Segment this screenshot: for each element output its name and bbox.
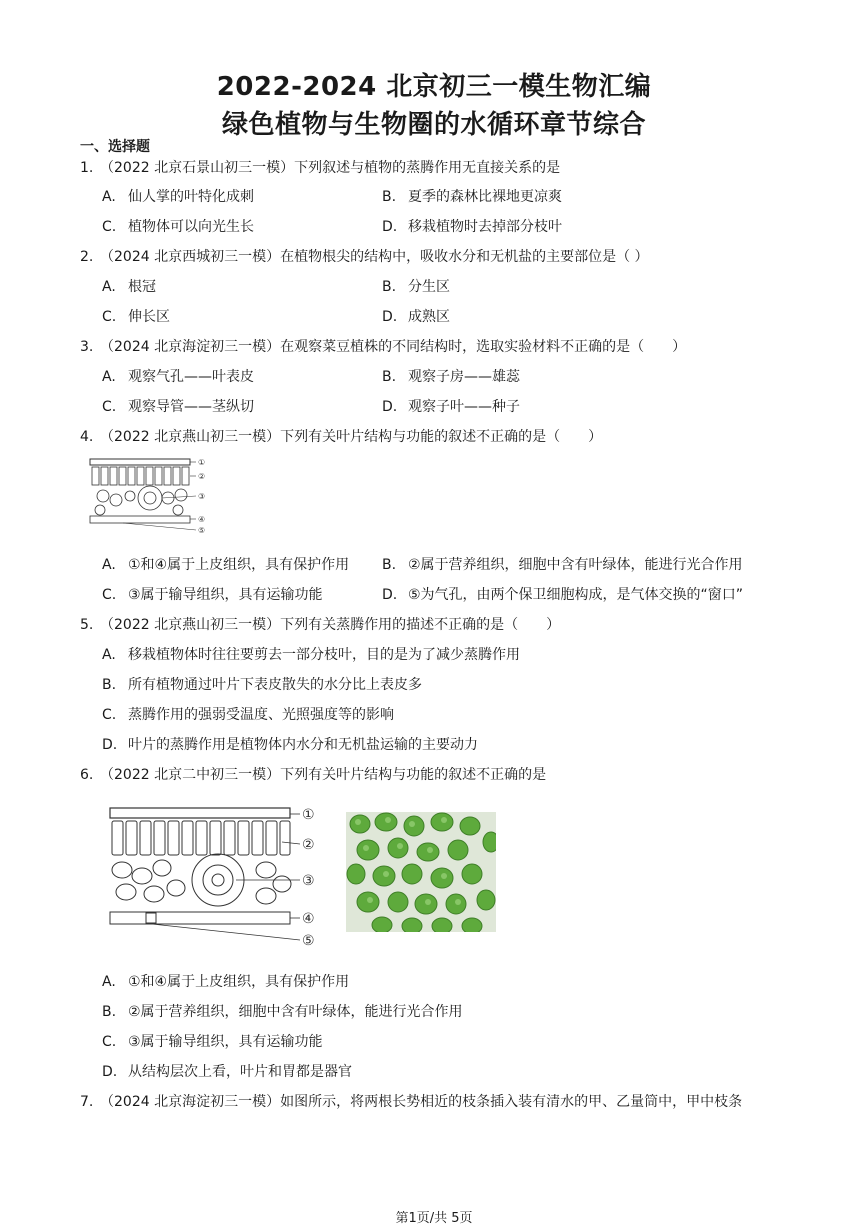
svg-text:④: ④	[302, 911, 315, 927]
svg-text:③: ③	[198, 492, 206, 501]
q5-option-d: D. 叶片的蒸腾作用是植物体内水分和无机盐运输的主要动力	[102, 737, 478, 753]
svg-text:①: ①	[302, 807, 315, 823]
q3-option-d: D. 观察子叶——种子	[382, 399, 520, 415]
svg-text:⑤: ⑤	[198, 526, 206, 535]
question-text: （2022 北京石景山初三一模）下列叙述与植物的蒸腾作用无直接关系的是	[100, 160, 561, 176]
q4-option-b: B. ②属于营养组织，细胞中含有叶绿体，能进行光合作用	[382, 557, 743, 573]
chloroplast-cells-photo	[346, 812, 496, 932]
q3-option-b: B. 观察子房——雄蕊	[382, 369, 520, 385]
figure-label: ①	[198, 458, 206, 467]
q2-option-c: C. 伸长区	[102, 309, 170, 325]
question-4: 4. （2022 北京燕山初三一模）下列有关叶片结构与功能的叙述不正确的是（ ）	[80, 429, 603, 445]
document-title-line1: 2022-2024 北京初三一模生物汇编	[216, 72, 652, 102]
q1-option-d: D. 移栽植物时去掉部分枝叶	[382, 219, 562, 235]
q1-option-c: C. 植物体可以向光生长	[102, 219, 254, 235]
svg-text:④: ④	[198, 515, 206, 524]
svg-text:⑤: ⑤	[302, 933, 315, 949]
question-6: 6. （2022 北京二中初三一模）下列有关叶片结构与功能的叙述不正确的是	[80, 767, 547, 783]
q2-option-b: B. 分生区	[382, 279, 450, 295]
q1-option-b: B. 夏季的森林比裸地更凉爽	[382, 189, 562, 205]
question-7: 7. （2024 北京海淀初三一模）如图所示，将两根长势相近的枝条插入装有清水的甲、乙量筒中，甲中枝条	[80, 1094, 743, 1110]
question-2: 2. （2024 北京西城初三一模）在植物根尖的结构中，吸收水分和无机盐的主要部位是（ ）	[80, 249, 649, 265]
q5-option-c: C. 蒸腾作用的强弱受温度、光照强度等的影响	[102, 707, 394, 723]
leaf-cross-section-figure-small	[88, 456, 218, 536]
question-5: 5. （2022 北京燕山初三一模）下列有关蒸腾作用的描述不正确的是（ ）	[80, 617, 561, 633]
q1-option-a: A. 仙人掌的叶特化成刺	[102, 189, 254, 205]
q3-option-c: C. 观察导管——茎纵切	[102, 399, 254, 415]
q4-option-a: A. ①和④属于上皮组织，具有保护作用	[102, 557, 350, 573]
q2-option-a: A. 根冠	[102, 279, 156, 295]
document-title-line2: 绿色植物与生物圈的水循环章节综合	[221, 110, 646, 140]
q5-option-a: A. 移栽植物体时往往要剪去一部分枝叶，目的是为了减少蒸腾作用	[102, 647, 520, 663]
q6-option-a: A. ①和④属于上皮组织，具有保护作用	[102, 974, 350, 990]
svg-text:②: ②	[302, 837, 315, 853]
q6-option-b: B. ②属于营养组织，细胞中含有叶绿体，能进行光合作用	[102, 1004, 463, 1020]
page-footer: 第1页/共 5页	[395, 1211, 473, 1226]
q3-option-a: A. 观察气孔——叶表皮	[102, 369, 254, 385]
q5-option-b: B. 所有植物通过叶片下表皮散失的水分比上表皮多	[102, 677, 422, 693]
question-number: 1.	[80, 160, 94, 176]
q4-option-d: D. ⑤为气孔，由两个保卫细胞构成，是气体交换的“窗口”	[382, 587, 744, 603]
svg-text:②: ②	[198, 472, 206, 481]
q6-option-c: C. ③属于输导组织，具有运输功能	[102, 1034, 323, 1050]
question-1	[80, 157, 560, 177]
q2-option-d: D. 成熟区	[382, 309, 450, 325]
q6-option-d: D. 从结构层次上看，叶片和胃都是器官	[102, 1064, 352, 1080]
section-heading: 一、选择题	[80, 139, 150, 155]
svg-text:③: ③	[302, 873, 315, 889]
question-3: 3. （2024 北京海淀初三一模）在观察菜豆植株的不同结构时，选取实验材料不正确的是（ ）	[80, 339, 687, 355]
leaf-cross-section-figure-large	[106, 804, 326, 949]
q4-option-c: C. ③属于输导组织，具有运输功能	[102, 587, 323, 603]
